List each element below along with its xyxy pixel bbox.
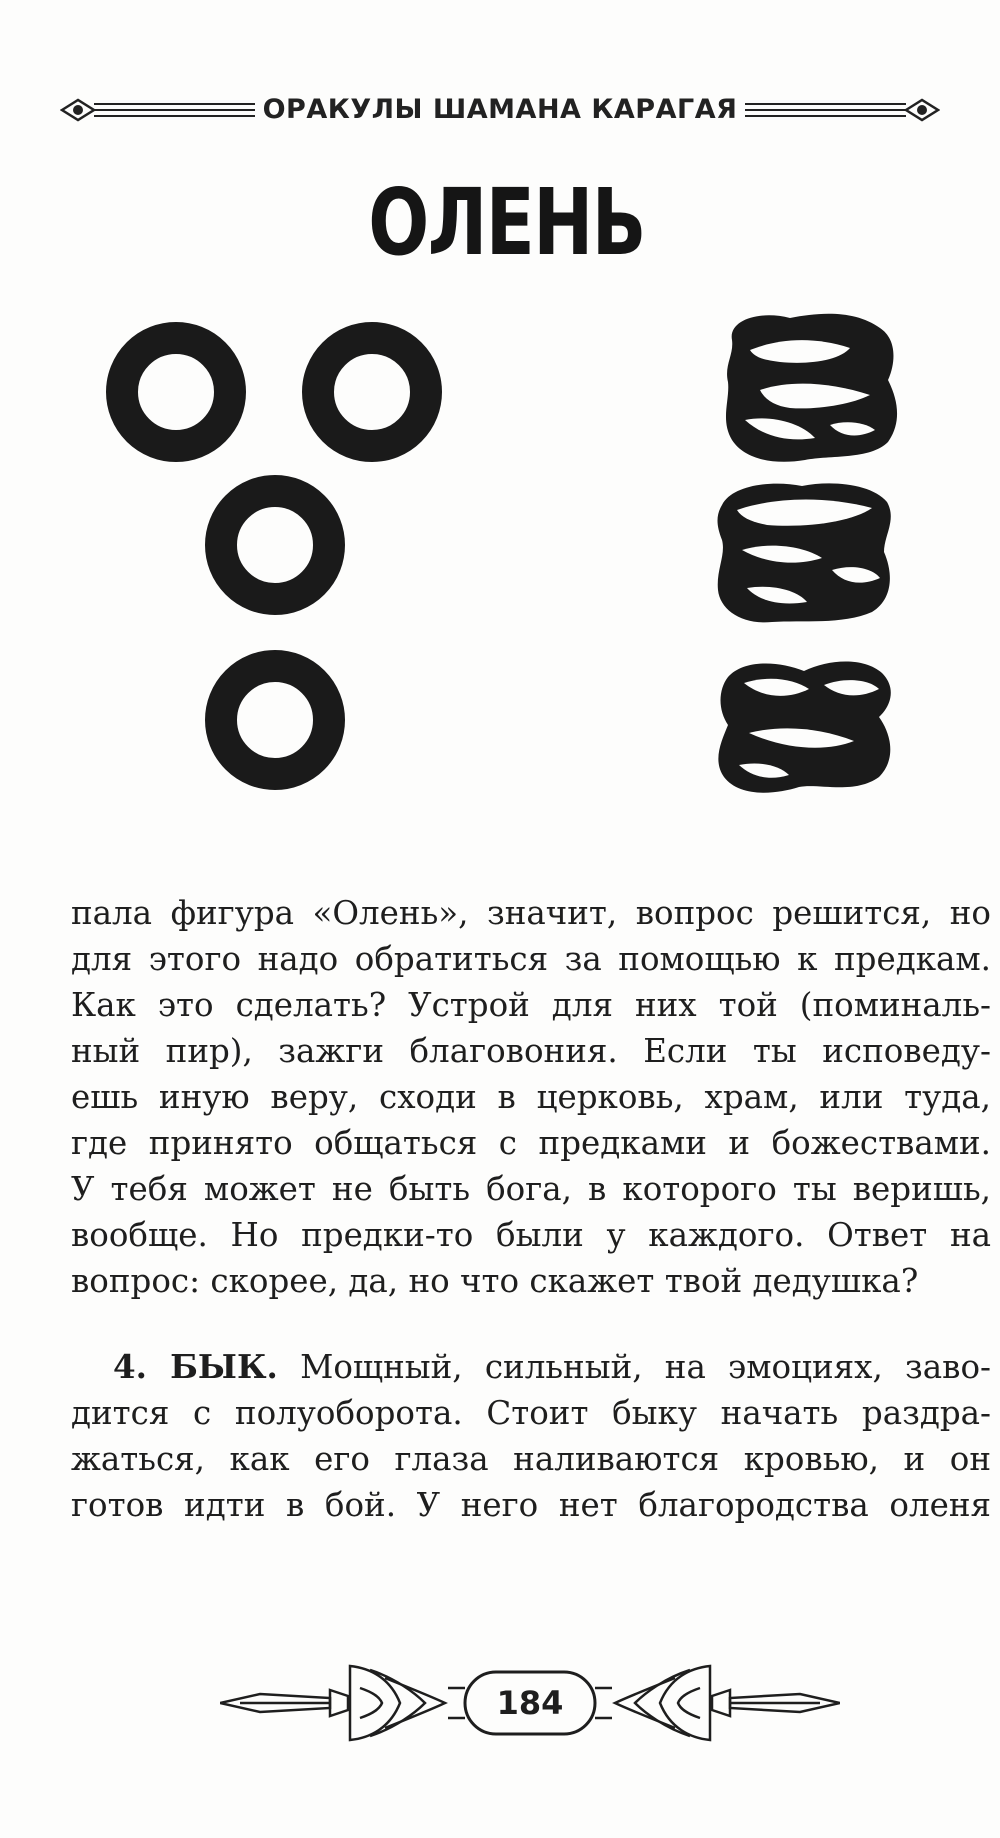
body-line: ный пир), зажги благовония. Если ты исповеду- [71,1032,991,1070]
running-title: ОРАКУЛЫ ШАМАНА КАРАГАЯ [255,94,746,125]
body-line: ешь иную веру, сходи в церковь, храм, или туда, [71,1078,991,1116]
oracle-figure [100,300,940,840]
ring-icon [122,338,230,446]
bone-icon [718,483,891,622]
paragraph-gap [71,1304,991,1344]
section-line: готов идти в бой. У него нет благородства оленя [71,1486,991,1524]
section-first-line [71,1344,991,1390]
body-text [71,890,991,1528]
body-line: вопрос: скорее, да, но что скажет твой дедушка? [71,1262,919,1300]
section-heading: 4. БЫК. [113,1347,278,1386]
bone-icon [718,662,890,793]
section-line: жаться, как его глаза наливаются кровью, и он [71,1440,991,1478]
ring-icon [221,491,329,599]
body-line: вообще. Но предки-то были у каждого. Ответ на [71,1216,991,1254]
chapter-title: ОЛЕНЬ [368,169,645,276]
ring-icon [221,666,329,774]
page-number: 184 [496,1684,564,1722]
section-line: Мощный, сильный, на эмоциях, заво- [300,1348,991,1386]
body-line: У тебя может не быть бога, в которого ты веришь, [71,1170,991,1208]
body-line: где принято общаться с предками и божествами. [71,1124,991,1162]
running-header [60,88,940,132]
body-line: для этого надо обратиться за помощью к предкам. [71,940,991,978]
body-line: пала фигура «Олень», значит, вопрос решится, но [71,894,991,932]
body-line: Как это сделать? Устрой для них той (поминаль- [71,986,991,1024]
section-line: дится с полуоборота. Стоит быку начать раздра- [71,1394,991,1432]
ring-icon [318,338,426,446]
page-number-ornament [220,1648,840,1758]
bone-icon [726,314,897,462]
